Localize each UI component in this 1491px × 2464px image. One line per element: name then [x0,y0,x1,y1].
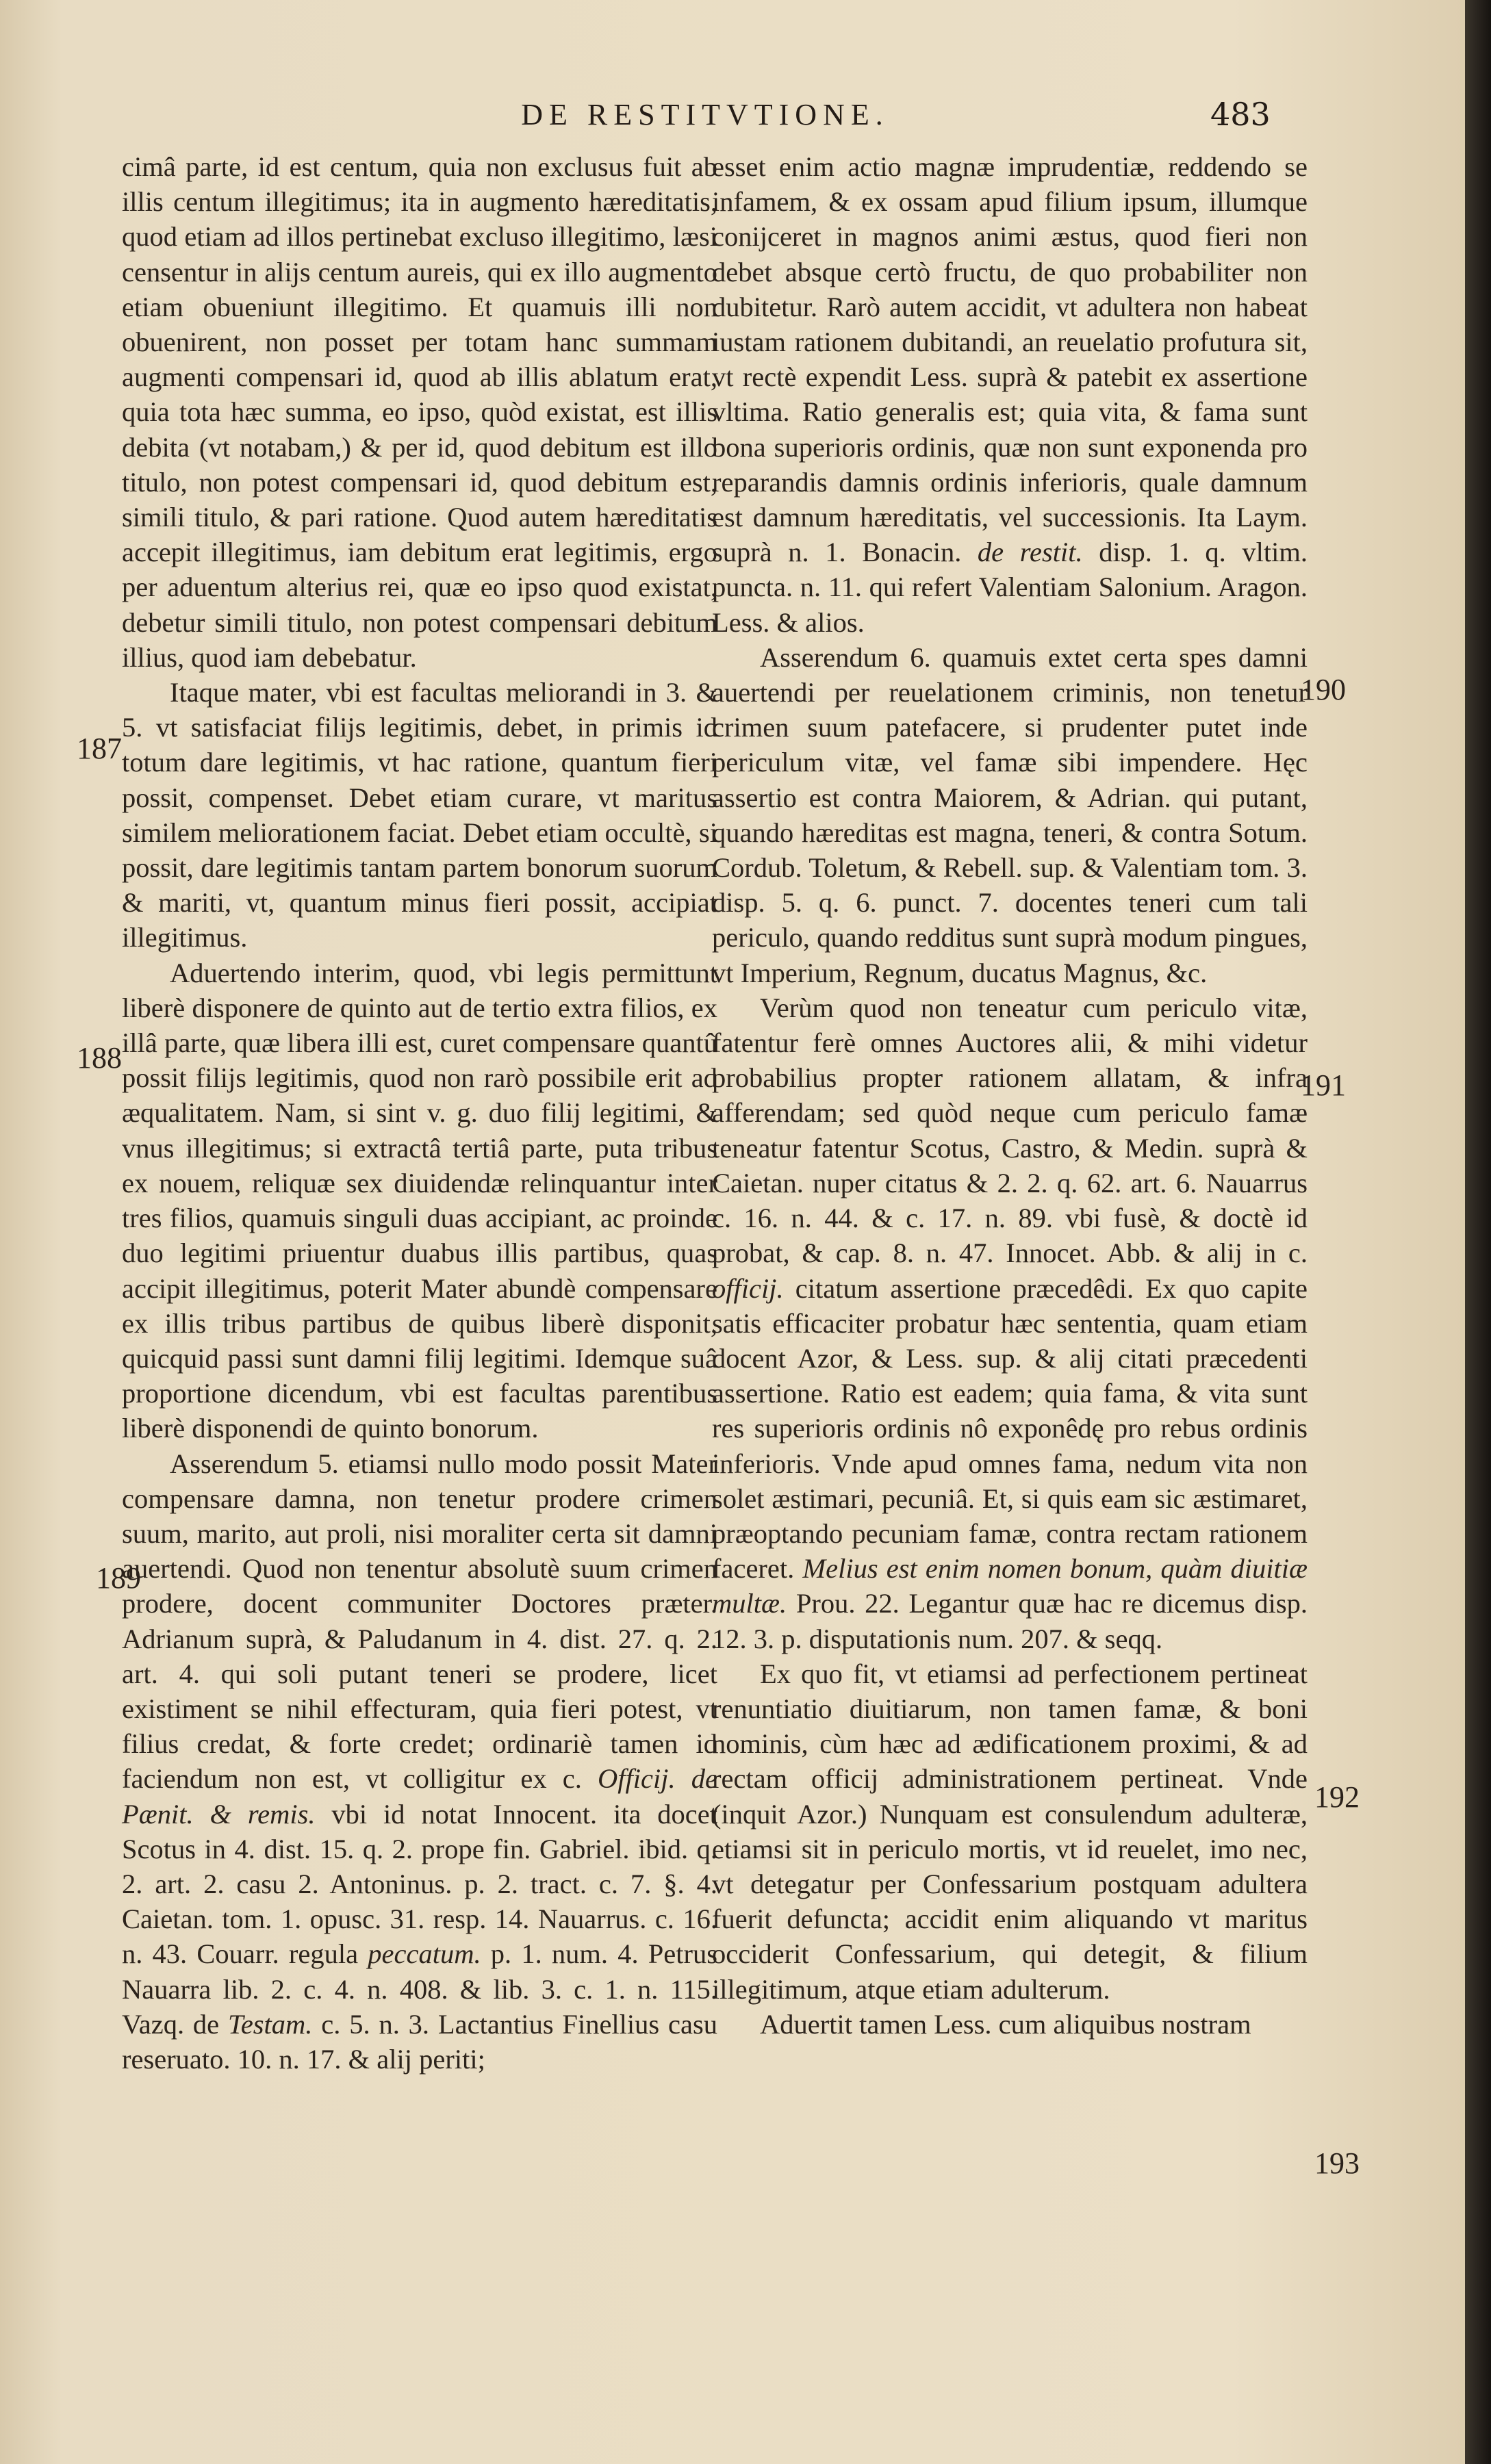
right-column [712,149,1308,2042]
margin-number: 187 [77,732,122,765]
left-paragraph: Asserendum 5. etiamsi nullo modo possit Mater compensare damna, non tenetur prodere crimen suum, marito, aut proli, nisi moraliter certa sit damni auertendi. Quod non tenentur absolutè suum crimen prodere, docent communiter Doctores præter. Adrianum suprà, & Paludanum in 4. dist. 27. q. 2. art. 4. qui soli putant teneri se prodere, licet existiment se nihil effecturam, quia fieri potest, vt filius credat, & forte credet; ordinariè tamen id faciendum non est, vt colligitur ex c. Officij. de Pænit. & remis. vbi id notat Innocent. ita docet Scotus in 4. dist. 15. q. 2. prope fin. Gabriel. ibid. q. 2. art. 2. casu 2. Antoninus. p. 2. tract. c. 7. §. 4. Caietan. tom. 1. opusc. 31. resp. 14. Nauarrus. c. 16. n. 43. Couarr. regula peccatum. p. 1. num. 4. Petrus Nauarra lib. 2. c. 4. n. 408. & lib. 3. c. 1. n. 115. Vazq. de Testam. c. 5. n. 3. Lactantius Finellius casu reseruato. 10. n. 17. & alij periti; [122,1448,717,2075]
right-paragraph: Asserendum 6. quamuis extet certa spes damni auertendi per reuelationem criminis, non tenetur crimen suum patefacere, si prudenter putet inde periculum vitæ, vel famæ sibi impendere. Hęc assertio est contra Maiorem, & Adrian. qui putant, quando hæreditas est magna, teneri, & contra Sotum. Cordub. Toletum, & Rebell. sup. & Valentiam tom. 3. disp. 5. q. 6. punct. 7. docentes teneri cum tali periculo, quando redditus sunt suprà modum pingues, vt Imperium, Regnum, ducatus Magnus, &c. [712,641,1308,988]
left-paragraph: cimâ parte, id est centum, quia non exclusus fuit ab illis centum illegitimus; ita in augmento hæreditatis, quod etiam ad illos pertinebat excluso illegitimo, læsi censentur in alijs centum aureis, qui ex illo augmento etiam obueniunt illegitimo. Et quamuis illi non obuenirent, non posset per totam hanc summam augmenti compensari id, quod ab illis ablatum erat, quia tota hæc summa, eo ipso, quòd existat, est illis debita (vt notabam,) & per id, quod debitum est illo titulo, non potest compensari id, quod debitum est, simili titulo, & pari ratione. Quod autem hæreditatis accepit illegitimus, iam debitum erat legitimis, ergo per aduentum alterius rei, quæ eo ipso quod existat, debetur simili titulo, non potest compensari debitum illius, quod iam debebatur. [122,151,717,673]
margin-number: 190 [1301,673,1346,706]
margin-number: 192 [1314,1780,1360,1814]
right-paragraph: Aduertit tamen Less. cum aliquibus nostram [760,2008,1251,2040]
right-paragraph: Verùm quod non teneatur cum periculo vitæ, fatentur ferè omnes Auctores alii, & mihi videtur probabilius propter rationem allatam, & infra afferendam; sed quòd neque cum periculo famæ teneatur fatentur Scotus, Castro, & Medin. suprà & Caietan. nuper citatus & 2. 2. q. 62. art. 6. Nauarrus c. 16. n. 44. & c. 17. n. 89. vbi fusè, & doctè id probat, & cap. 8. n. 47. Innocet. Abb. & alij in c. officij. citatum assertione præcedêdi. Ex quo capite satis efficaciter probatur hæc sententia, quam etiam docent Azor, & Less. sup. & alij citati præcedenti assertione. Ratio est eadem; quia fama, & vita sunt res superioris ordinis nô exponêdę pro rebus ordinis inferioris. Vnde apud omnes fama, nedum vita non solet æstimari, pecuniâ. Et, si quis eam sic æstimaret, præoptando pecuniam famæ, contra rectam rationem faceret. Melius est enim nomen bonum, quàm diuitiæ multæ. Prou. 22. Legantur quæ hac re dicemus disp. 12. 3. p. disputationis num. 207. & seqq. [712,992,1308,1654]
left-paragraph: Aduertendo interim, quod, vbi legis permittunt liberè disponere de quinto aut de tertio extra filios, ex illâ parte, quæ libera illi est, curet compensare quantû possit filijs legitimis, quod non rarò possibile erit ad æqualitatem. Nam, si sint v. g. duo filij legitimi, & vnus illegitimus; si extractâ tertiâ parte, puta tribus ex nouem, reliquæ sex diuidendæ relinquantur inter tres filios, quamuis singuli duas accipiant, ac proinde duo legitimi priuentur duabus illis partibus, quas accipit illegitimus, poterit Mater abundè compensare ex illis tribus partibus de quibus liberè disponit, quicquid passi sunt damni filij legitimi. Idemque suâ proportione dicendum, vbi est facultas parentibus liberè disponendi de quinto bonorum. [122,957,717,1444]
right-paragraph: esset enim actio magnæ imprudentiæ, reddendo se infamem, & ex ossam apud filium ipsum, illumque conijceret in magnos animi æstus, quod fieri non debet absque certò fructu, de quo probabiliter non dubitetur. Rarò autem accidit, vt adultera non habeat iustam rationem dubitandi, an reuelatio profutura sit, vt rectè expendit Less. suprà & patebit ex assertione vltima. Ratio generalis est; quia vita, & fama sunt bona superioris ordinis, quæ non sunt exponenda pro reparandis damnis ordinis inferioris, quale damnum est damnum hæreditatis, vel successionis. Ita Laym. suprà n. 1. Bonacin. de restit. disp. 1. q. vltim. puncta. n. 11. qui refert Valentiam Salonium. Aragon. Less. & alios. [712,151,1308,638]
dark-page-edge [1465,0,1491,2464]
margin-number: 193 [1314,2146,1360,2180]
margin-number: 188 [77,1041,122,1075]
margin-number: 191 [1301,1068,1346,1102]
running-head: DE RESTITVTIONE. [521,98,889,131]
left-column [122,149,717,2077]
right-paragraph: Ex quo fit, vt etiamsi ad perfectionem pertineat renuntiatio diuitiarum, non tamen famæ, & boni nominis, cùm hæc ad ædificationem proximi, & ad rectam officij administrationem pertineat. Vnde (inquit Azor.) Nunquam est consulendum adulteræ, etiamsi sit in periculo mortis, vt id reuelet, imo nec, vt detegatur per Confessarium postquam adultera fuerit defuncta; accidit enim aliquando vt maritus occiderit Confessarium, qui detegit, & filium illegitimum, atque etiam adulterum. [712,1658,1308,2005]
page-number: 483 [1210,96,1271,133]
margin-number: 189 [96,1561,141,1595]
left-paragraph: Itaque mater, vbi est facultas meliorandi in 3. & 5. vt satisfaciat filijs legitimis, debet, in primis id totum dare legitimis, vt hac ratione, quantum fieri possit, compenset. Debet etiam curare, vt maritus similem meliorationem faciat. Debet etiam occultè, si possit, dare legitimis tantam partem bonorum suorum & mariti, vt, quantum minus fieri possit, accipiat illegitimus. [122,677,717,953]
page-header [0,96,1465,144]
